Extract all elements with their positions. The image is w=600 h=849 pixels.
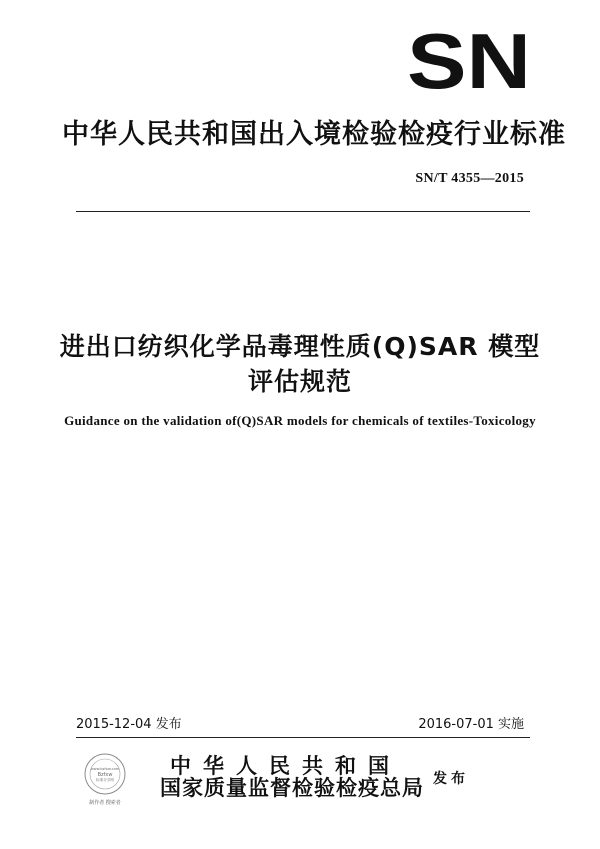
stamp-bottom-label: 制作者 搜索者 xyxy=(89,800,121,806)
stamp-line-2: Bzfxw xyxy=(97,772,113,778)
stamp-line-3: 标准分享网 xyxy=(96,778,114,782)
sn-logo xyxy=(406,30,532,92)
sn-logo-graphic xyxy=(406,30,532,92)
stamp-graphic xyxy=(74,750,136,808)
footer-divider xyxy=(76,737,530,738)
title-zh-line2: 评估规范 xyxy=(247,367,352,396)
watermark-stamp xyxy=(74,750,136,808)
issuer-agency: 国家质量监督检验检疫总局 xyxy=(160,776,424,800)
implement-date: 2016-07-01 实施 xyxy=(418,717,524,732)
bureau-title: 中华人民共和国出入境检验检疫行业标准 xyxy=(62,119,566,150)
title-zh-line1: 进出口纺织化学品毒理性质(Q)SAR 模型 xyxy=(59,332,541,361)
stamp-line-1: www.bzfxw.com xyxy=(90,767,120,771)
issue-date: 2015-12-04 发布 xyxy=(76,717,182,732)
header-divider xyxy=(76,211,530,212)
publish-label: 发布 xyxy=(433,771,469,787)
standard-code: SN/T 4355—2015 xyxy=(415,171,524,186)
sn-logo-text: SN xyxy=(407,30,531,92)
issuer-country: 中华人民共和国 xyxy=(170,754,401,778)
title-en: Guidance on the validation of(Q)SAR models for chemicals of textiles-Toxicology xyxy=(64,413,536,428)
